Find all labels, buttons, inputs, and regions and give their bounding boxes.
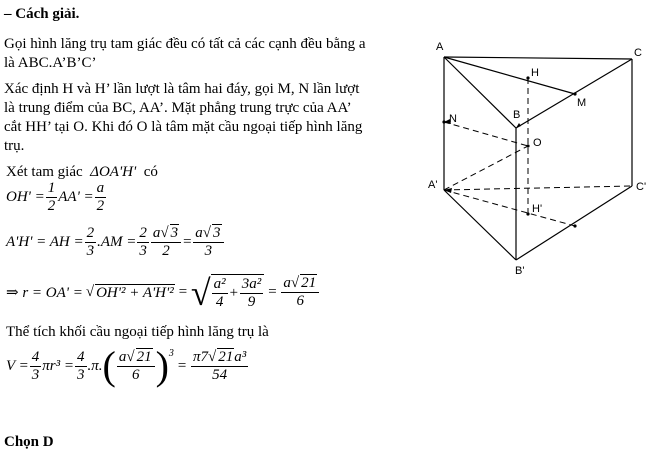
label-C1: C' <box>636 181 647 193</box>
edge-B1C1 <box>516 186 632 260</box>
triangle-intro: Xét tam giác ΔOA'H' có <box>6 164 158 180</box>
label-N: N <box>449 113 457 125</box>
label-M: M <box>577 97 587 109</box>
heading: – Cách giải. <box>4 6 80 22</box>
label-O: O <box>533 137 542 149</box>
equation-oh: OH' = $\frac{1}{2}$ AA' = $\frac{a}{2}$ <box>6 180 105 214</box>
para2-line2: là trung điểm của BC, AA’. Mặt phẳng trung trực của AA’ <box>4 100 352 116</box>
para1-line1: Gọi hình lăng trụ tam giác đều có tất cả các cạnh đều bằng a <box>4 36 366 52</box>
edge-A1C1 <box>444 186 632 190</box>
label-H: H <box>531 67 539 79</box>
edge-AC <box>444 57 632 59</box>
equation-volume: V = $\frac{4}{3}$ πr³ = $\frac{4}{3}$ .π. ( $\frac{a√ 21}{6}$ ) 3 = $\frac{\text{π7√ 21a³}}{54}$ <box>6 343 247 388</box>
para2-line3: cắt HH’ tại O. Khi đó O là tâm mặt cầu ngoại tiếp hình lăng <box>4 119 363 135</box>
label-H1: H' <box>532 203 543 215</box>
segment-AM <box>444 57 575 94</box>
equation-ah: A'H' = AH = $\frac{2}{3}$ .AM = $\frac{2}{3}$ $\frac{a√ 3}{2}$ = $\frac{a√ 3}{3}$ <box>6 225 225 260</box>
edge-A1B1 <box>444 190 516 260</box>
label-A: A <box>436 41 444 53</box>
equation-radius: ⇒ r = OA' = √ OH'² + A'H'² = √ $\frac{\text{a²}}{4}$ + $\frac{\text{3a²}}{9}$ = $\frac{a√ 21}{6}$ <box>6 274 320 311</box>
label-A1: A' <box>428 179 438 191</box>
para2-line4: trụ. <box>4 138 25 154</box>
para1-line2: là ABC.A’B’C’ <box>4 55 97 71</box>
label-B: B <box>513 109 521 121</box>
segment-A1M1 <box>444 190 575 226</box>
para2-line1: Xác định H và H’ lần lượt là tâm hai đáy, gọi M, N lần lượt <box>4 81 360 97</box>
label-B1: B' <box>515 265 525 277</box>
label-C: C <box>634 47 642 59</box>
answer: Chọn D <box>4 434 54 450</box>
volume-text: Thể tích khối cầu ngoại tiếp hình lăng trụ là <box>6 324 269 340</box>
